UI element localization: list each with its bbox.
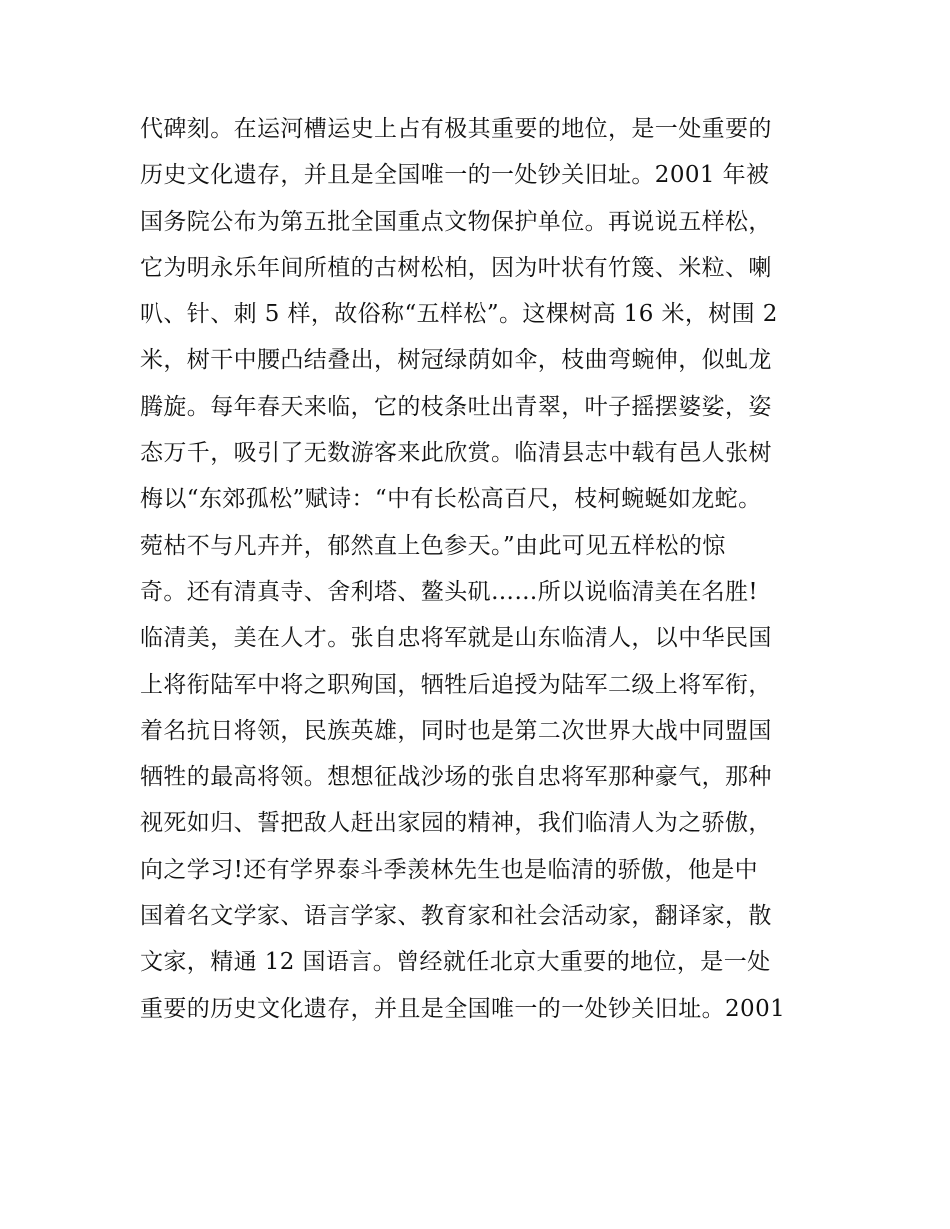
text-line: 代碑刻。在运河槽运史上占有极其重要的地位，是一处重要的	[140, 116, 772, 142]
text-line: 文家，精通 12 国语言。曾经就任北京大重要的地位，是一处	[140, 949, 771, 976]
text-line: 上将衔陆军中将之职殉国，牺牲后追授为陆军二级上将军衔，	[140, 671, 772, 698]
text-line: 国着名文学家、语言学家、教育家和社会活动家，翻译家，散	[140, 903, 772, 930]
body-text	[140, 106, 820, 1032]
text-line: 视死如归、誓把敌人赶出家园的精神，我们临清人为之骄傲，	[140, 810, 772, 837]
text-line: 叭、针、刺 5 样，故俗称“五样松”。这棵树高 16 米，树围 2	[140, 301, 778, 328]
text-line: 临清美，美在人才。张自忠将军就是山东临清人，以中华民国	[140, 625, 772, 652]
text-line: 腾旋。每年春天来临，它的枝条吐出青翠，叶子摇摆婆娑，姿	[140, 393, 772, 420]
text-line: 奇。还有清真寺、舍利塔、鳌头矶……所以说临清美在名胜!	[140, 578, 759, 605]
text-line: 菀枯不与凡卉并，郁然直上色参天。”由此可见五样松的惊	[140, 532, 726, 559]
text-line: 态万千，吸引了无数游客来此欣赏。临清县志中载有邑人张树	[140, 440, 772, 467]
text-line: 向之学习!还有学界泰斗季羡林先生也是临清的骄傲，他是中	[140, 856, 759, 883]
text-line: 米，树干中腰凸结叠出，树冠绿荫如伞，枝曲弯蜿伸，似虬龙	[140, 347, 772, 374]
text-line: 历史文化遗存，并且是全国唯一的一处钞关旧址。2001 年被	[140, 162, 770, 189]
text-line: 国务院公布为第五批全国重点文物保护单位。再说说五样松，	[140, 208, 772, 235]
text-line: 梅以“东郊孤松”赋诗：“中有长松高百尺，枝柯蜿蜒如龙蛇。	[140, 486, 762, 513]
text-line: 它为明永乐年间所植的古树松柏，因为叶状有竹篾、米粒、喇	[140, 254, 772, 281]
text-line: 牺牲的最高将领。想想征战沙场的张自忠将军那种豪气，那种	[140, 764, 772, 791]
text-line: 重要的历史文化遗存，并且是全国唯一的一处钞关旧址。2001	[140, 995, 786, 1022]
text-line: 着名抗日将领，民族英雄，同时也是第二次世界大战中同盟国	[140, 717, 772, 744]
